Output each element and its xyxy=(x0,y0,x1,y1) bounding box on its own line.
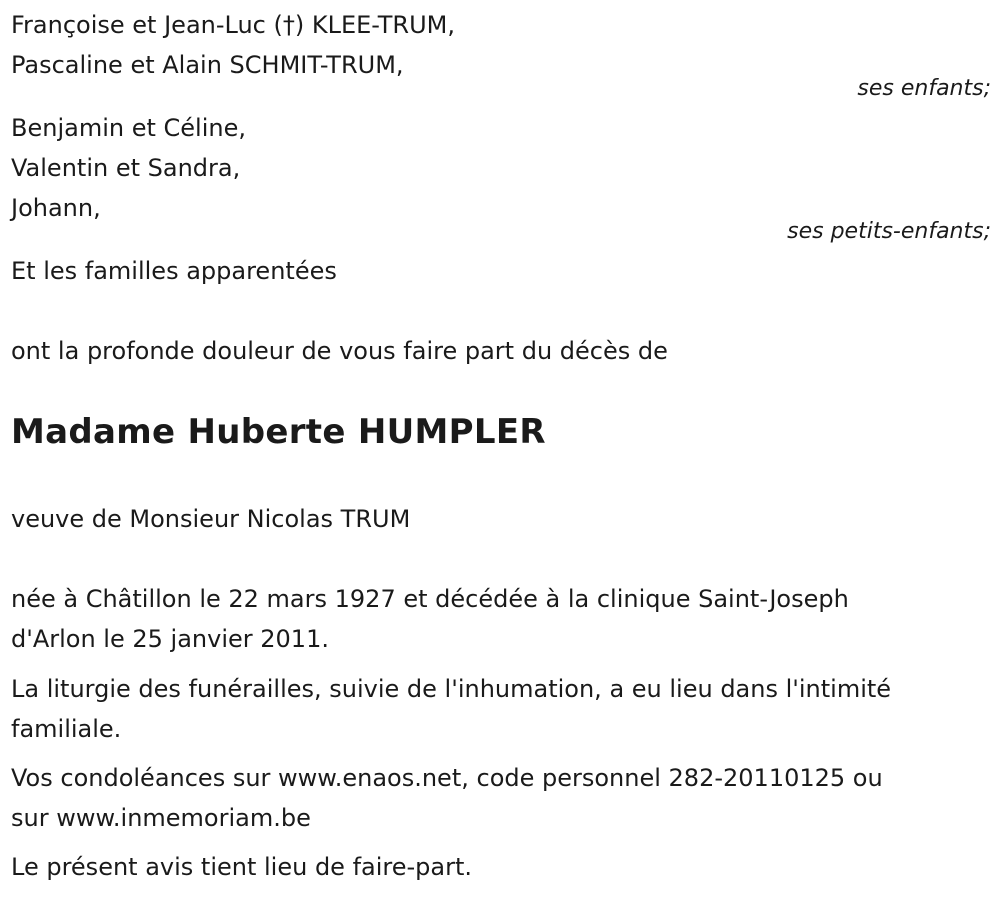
children-line-1: Françoise et Jean-Luc (†) KLEE-TRUM, xyxy=(11,11,455,39)
condolences-line-1: Vos condoléances sur www.enaos.net, code personnel 282-20110125 ou xyxy=(11,764,883,792)
grandchildren-line-2: Valentin et Sandra, xyxy=(11,154,241,182)
widow-of-line: veuve de Monsieur Nicolas TRUM xyxy=(11,505,411,533)
birth-death-line-1: née à Châtillon le 22 mars 1927 et décédée à la clinique Saint-Joseph xyxy=(11,585,849,613)
funeral-line-2: familiale. xyxy=(11,715,122,743)
grandchildren-role: ses petits-enfants; xyxy=(787,219,991,244)
obituary-notice xyxy=(11,0,991,903)
closing-line: Le présent avis tient lieu de faire-part. xyxy=(11,853,473,881)
announcement-line: ont la profonde douleur de vous faire part du décès de xyxy=(11,337,668,365)
deceased-name: Madame Huberte HUMPLER xyxy=(11,412,546,452)
children-role: ses enfants; xyxy=(857,76,991,101)
grandchildren-line-3: Johann, xyxy=(11,194,101,222)
grandchildren-line-1: Benjamin et Céline, xyxy=(11,114,246,142)
condolences-line-2: sur www.inmemoriam.be xyxy=(11,804,311,832)
children-line-2: Pascaline et Alain SCHMIT-TRUM, xyxy=(11,51,404,79)
families-line: Et les familles apparentées xyxy=(11,257,337,285)
birth-death-line-2: d'Arlon le 25 janvier 2011. xyxy=(11,625,329,653)
funeral-line-1: La liturgie des funérailles, suivie de l'inhumation, a eu lieu dans l'intimité xyxy=(11,675,892,703)
